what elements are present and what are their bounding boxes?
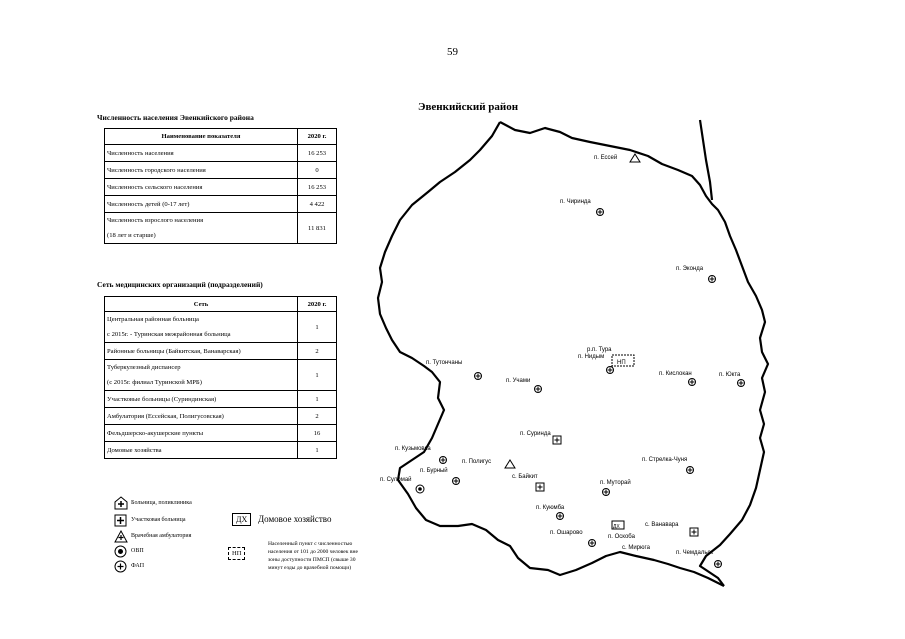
fap-marker bbox=[589, 540, 596, 547]
row-label: Численность городского населения bbox=[105, 162, 298, 179]
settlement-label: п. Учами bbox=[506, 378, 531, 384]
fap-marker bbox=[535, 386, 542, 393]
map-symbols bbox=[416, 154, 745, 568]
row-label: Фельдшерско-акушерские пункты bbox=[105, 425, 298, 442]
row-label-line: Численность взрослого населения bbox=[107, 217, 204, 224]
row-label: Амбулатория (Ессейская, Полигусовская) bbox=[105, 408, 298, 425]
settlement-label: п. Эконда bbox=[676, 266, 704, 272]
column-header-name: Наименование показателя bbox=[105, 129, 298, 145]
row-label: Домовые хозяйства bbox=[105, 442, 298, 459]
district-border bbox=[378, 120, 768, 586]
hospital-marker bbox=[690, 528, 698, 536]
row-label-line: Туберкулезный диспансер bbox=[107, 364, 181, 371]
settlement-labels bbox=[380, 154, 741, 556]
table-row bbox=[105, 179, 337, 196]
hospital-marker bbox=[536, 483, 544, 491]
ambulatory-marker bbox=[630, 154, 640, 162]
settlement-label: п. Бурный bbox=[420, 468, 448, 474]
table-row bbox=[105, 425, 337, 442]
settlement-label: р.п. Тура bbox=[587, 347, 612, 353]
row-value: 2 bbox=[298, 343, 337, 360]
table-row bbox=[105, 408, 337, 425]
table-row bbox=[105, 312, 337, 343]
fap-marker bbox=[709, 276, 716, 283]
column-header-name: Сеть bbox=[105, 297, 298, 312]
legend-np-box: НП bbox=[228, 547, 245, 560]
settlement-label: п. Оскоба bbox=[608, 534, 635, 540]
table-row bbox=[105, 213, 337, 244]
settlement-label: п. Ессей bbox=[594, 155, 618, 161]
settlement-label: п. Куюмба bbox=[536, 505, 565, 511]
settlement-label: п. Кислокан bbox=[659, 371, 692, 377]
settlement-label: п. Суринда bbox=[520, 431, 551, 437]
settlement-label: с. Байкит bbox=[512, 474, 538, 480]
row-value: 4 422 bbox=[298, 196, 337, 213]
legend-np-line: населения от 101 до 2000 человек вне bbox=[268, 549, 358, 555]
ambulatory-marker bbox=[505, 460, 515, 468]
np-tag-label: НП bbox=[617, 360, 626, 366]
dx-tag bbox=[612, 521, 624, 530]
settlement-label: с. Ванавара bbox=[645, 522, 679, 528]
row-value: 2 bbox=[298, 408, 337, 425]
settlement-label: п. Нидым bbox=[578, 354, 605, 360]
table-row bbox=[105, 196, 337, 213]
page-number: 59 bbox=[447, 46, 458, 58]
settlement-label: п. Тутончаны bbox=[426, 360, 463, 366]
ovp-marker bbox=[416, 485, 424, 493]
table-row bbox=[105, 343, 337, 360]
fap-marker bbox=[689, 379, 696, 386]
row-value: 16 253 bbox=[298, 145, 337, 162]
column-header-year: 2020 г. bbox=[298, 297, 337, 312]
fap-marker bbox=[453, 478, 460, 485]
legend-ovp-label: ОВП bbox=[131, 548, 144, 554]
population-table-title: Численность населения Эвенкийского района bbox=[97, 113, 254, 122]
legend-np-line: Населенный пункт с численностью bbox=[268, 541, 353, 547]
map-title: Эвенкийский район bbox=[418, 101, 519, 113]
settlement-label: п. Полигус bbox=[462, 459, 492, 465]
fap-marker bbox=[603, 489, 610, 496]
table-row bbox=[105, 391, 337, 408]
settlement-label: п. Ошарово bbox=[550, 530, 583, 536]
row-label bbox=[105, 312, 298, 343]
legend-hospital-label: Больница, поликлиника bbox=[131, 500, 192, 506]
district-hospital-marker bbox=[553, 436, 561, 444]
fap-marker bbox=[475, 373, 482, 380]
row-value: 1 bbox=[298, 312, 337, 343]
column-header-year: 2020 г. bbox=[298, 129, 337, 145]
row-value: 1 bbox=[298, 360, 337, 391]
settlement-label: п. Суломай bbox=[380, 477, 412, 483]
row-label: Районные больницы (Байкитская, Ванаварская) bbox=[105, 343, 298, 360]
fap-marker bbox=[715, 561, 722, 568]
row-label: Численность населения bbox=[105, 145, 298, 162]
row-label bbox=[105, 213, 298, 244]
fap-marker bbox=[557, 513, 564, 520]
legend-dx-box: ДХ bbox=[232, 513, 251, 526]
settlement-label: п. Чиринда bbox=[560, 199, 591, 205]
fap-marker bbox=[738, 380, 745, 387]
dx-tag-label: ДХ bbox=[613, 524, 620, 530]
ovp-icon bbox=[114, 545, 127, 558]
ambulatory-icon bbox=[114, 530, 128, 543]
legend-dx-label: Домовое хозяйство bbox=[258, 514, 332, 524]
fap-marker bbox=[687, 467, 694, 474]
row-label: Участковые больницы (Суриндинская) bbox=[105, 391, 298, 408]
row-value: 16 bbox=[298, 425, 337, 442]
np-tag bbox=[612, 355, 634, 366]
row-label-line: (с 2015г. филиал Туринской МРБ) bbox=[107, 379, 202, 386]
settlement-label: с. Мирюга bbox=[622, 545, 650, 551]
row-label: Численность сельского населения bbox=[105, 179, 298, 196]
row-value: 1 bbox=[298, 442, 337, 459]
table-row bbox=[105, 145, 337, 162]
legend-ambulatory-label: Врачебная амбулатория bbox=[131, 533, 192, 539]
district-map bbox=[370, 95, 790, 600]
legend-fap-label: ФАП bbox=[131, 563, 145, 569]
settlement-label: п. Юкта bbox=[719, 372, 741, 378]
legend-np-line: минут езды до врачебной помощи) bbox=[268, 565, 352, 571]
medical-table-title: Сеть медицинских организаций (подразделений) bbox=[97, 280, 263, 289]
district-hospital-icon bbox=[114, 514, 127, 527]
row-value: 16 253 bbox=[298, 179, 337, 196]
hospital-icon bbox=[114, 496, 128, 510]
settlement-label: п. Стрелка-Чуня bbox=[642, 457, 688, 463]
table-row bbox=[105, 442, 337, 459]
fap-marker bbox=[440, 457, 447, 464]
fap-icon bbox=[114, 560, 127, 573]
row-value: 11 831 bbox=[298, 213, 337, 244]
settlement-label: п. Кузьмовка bbox=[395, 446, 431, 452]
row-label: Численность детей (0-17 лет) bbox=[105, 196, 298, 213]
table-row bbox=[105, 360, 337, 391]
fap-marker bbox=[607, 367, 614, 374]
settlement-label: п. Муторай bbox=[600, 480, 631, 486]
settlement-label: п. Чемдальск bbox=[676, 550, 714, 556]
row-label bbox=[105, 360, 298, 391]
row-label-line: с 2015г. - Туринская межрайонная больница bbox=[107, 331, 231, 338]
row-label-line: Центральная районная больница bbox=[107, 316, 199, 323]
row-label-line: (18 лет и старше) bbox=[107, 232, 156, 239]
population-table bbox=[104, 128, 337, 244]
fap-marker bbox=[597, 209, 604, 216]
legend-district-hospital-label: Участковая больница bbox=[131, 517, 186, 523]
medical-network-table bbox=[104, 296, 337, 459]
table-row bbox=[105, 162, 337, 179]
legend-np-line: зоны доступности ПМСП (свыше 30 bbox=[268, 557, 356, 563]
row-value: 0 bbox=[298, 162, 337, 179]
row-value: 1 bbox=[298, 391, 337, 408]
